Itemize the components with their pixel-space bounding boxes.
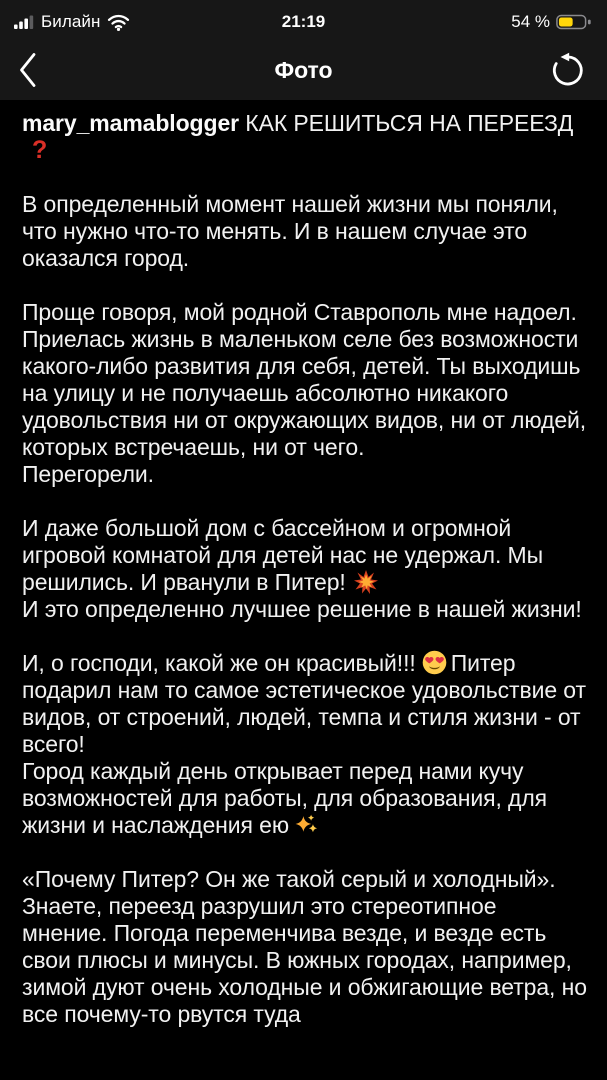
sparkles-emoji: [294, 813, 319, 838]
caption-paragraph-5: «Почему Питер? Он же такой серый и холодный». Знаете, переезд разрушил это стереотипное мнение. Погода переменчива везде, и везде есть свои плюсы и минусы. В южных городах, например, зимой дуют очень холодные и обжигающие ветра, но все почему-то рвутся туда: [22, 866, 587, 1027]
cellular-signal-icon: [14, 15, 35, 29]
red-question-mark-emoji: ?: [32, 136, 48, 164]
photo-caption[interactable]: [0, 100, 607, 1028]
back-button[interactable]: [18, 51, 38, 89]
caption-paragraph-1: В определенный момент нашей жизни мы поняли, что нужно что-то менять. И в нашем случае это оказался город.: [22, 191, 558, 271]
caption-headline: [22, 110, 587, 164]
paragraph-text: И даже большой дом с бассейном и огромной игровой комнатой для детей нас не удержал. Мы решились. И рванули в Питер!: [22, 515, 544, 595]
paragraph-text: И, о господи, какой же он красивый!!! Питер подарил нам то самое эстетическое удовольствие от видов, от строений, людей, темпа и стиля жизни - от всего!: [22, 650, 586, 757]
status-time: 21:19: [281, 12, 326, 31]
headline-text: КАК РЕШИТЬСЯ НА ПЕРЕЕЗД: [245, 110, 574, 136]
navigation-bar: [0, 40, 607, 100]
username-link[interactable]: mary_mamablogger: [22, 110, 239, 136]
paragraph-text: Проще говоря, мой родной Ставрополь мне надоел. Приелась жизнь в маленьком селе без возможности какого-либо развития для себя, детей. Ты выходишь на улицу и не получаешь абсолютно никакого удовольствия ни от окружающих видов, ни от людей, которых встречаешь, ни от чего.: [22, 299, 587, 460]
paragraph-text: Город каждый день открывает перед нами кучу возможностей для работы, для образования, для жизни и наслаждения ею: [22, 758, 548, 838]
battery-icon: [556, 13, 593, 31]
wifi-icon: [107, 14, 130, 31]
rotate-button[interactable]: [548, 50, 589, 91]
paragraph-text: И это определенно лучшее решение в нашей жизни!: [22, 596, 582, 622]
carrier-label: Билайн: [41, 12, 101, 31]
collision-emoji: [354, 570, 378, 594]
caption-paragraph-4: [22, 650, 587, 839]
rotate-counterclockwise-icon: [548, 50, 589, 91]
page-title: Фото: [274, 56, 333, 83]
status-bar: [0, 0, 607, 40]
heart-eyes-emoji: [422, 650, 447, 675]
paragraph-text: Перегорели.: [22, 461, 154, 487]
caption-paragraph-3: [22, 515, 587, 623]
back-chevron-icon: [18, 51, 38, 89]
top-chrome: [0, 0, 607, 100]
headline-emoji-line: [22, 137, 587, 164]
status-left-cluster: [14, 12, 130, 32]
status-right-cluster: [511, 12, 593, 32]
caption-paragraph-2: [22, 299, 587, 488]
battery-percent-label: 54 %: [511, 12, 550, 31]
